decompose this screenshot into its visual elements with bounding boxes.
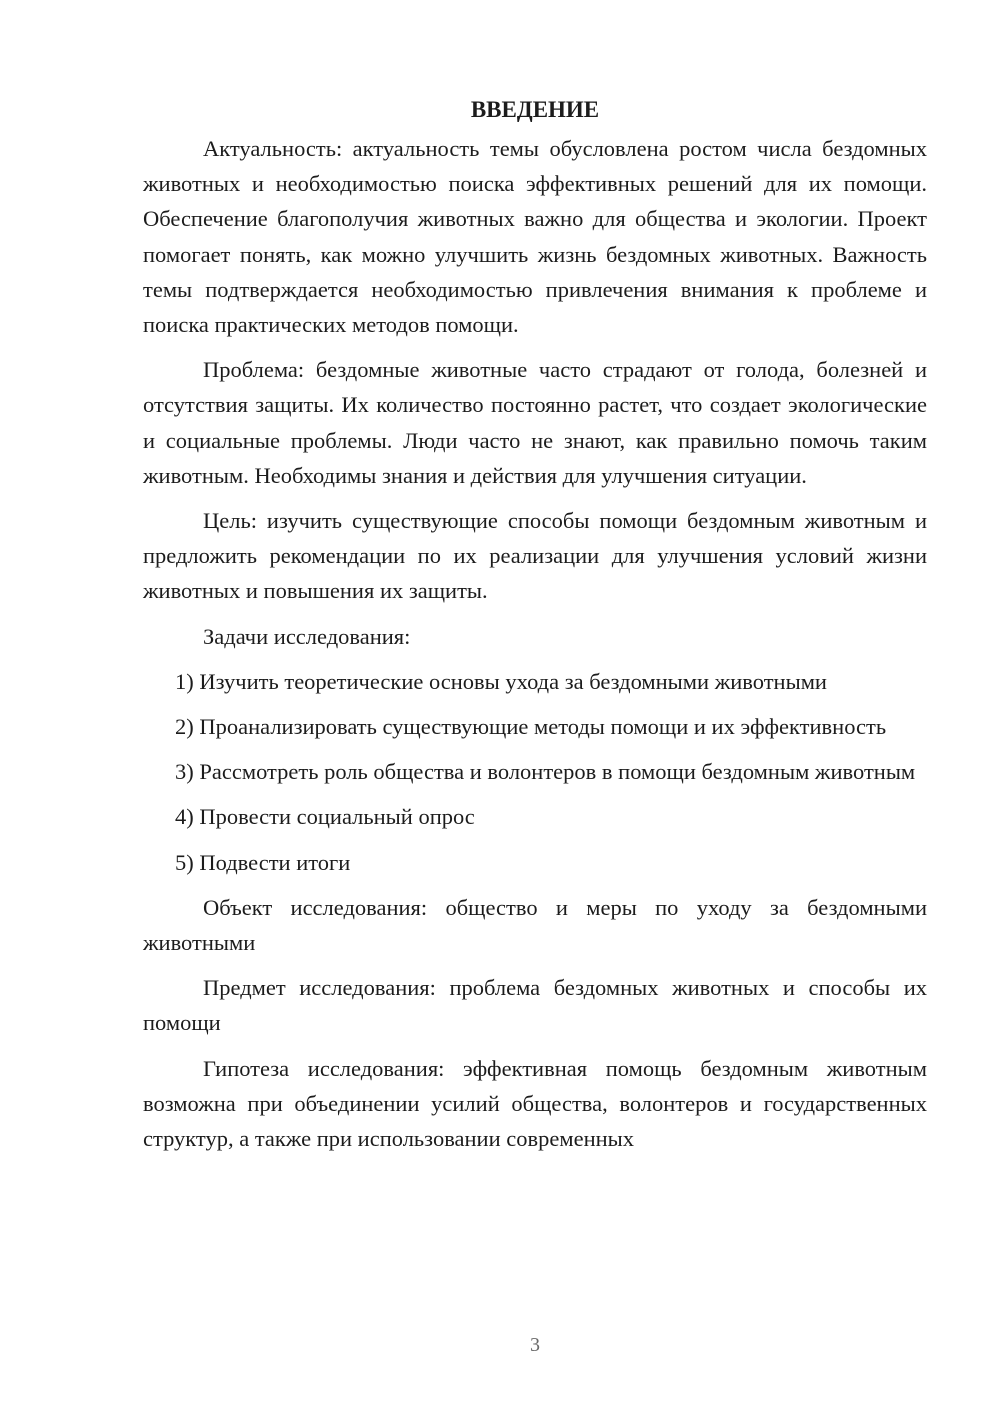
relevance-paragraph: Актуальность: актуальность темы обусловлена ростом числа бездомных животных и необходимостью поиска эффективных решений для их помощи. Обеспечение благополучия животных важно для общества и экологии. Проект помогает понять, как можно улучшить жизнь бездомных животных. Важность темы подтверждается необходимостью привлечения внимания к проблеме и поиска практических методов помощи. [143, 136, 927, 338]
problem-paragraph: Проблема: бездомные животные часто страдают от голода, болезней и отсутствия защиты. Их количество постоянно растет, что создает экологические и социальные проблемы. Люди часто не знают, как правильно помочь таким животным. Необходимы знания и действия для улучшения ситуации. [143, 357, 927, 488]
tasks-heading: Задачи исследования: [203, 623, 411, 649]
page-number: 3 [530, 1334, 540, 1356]
hypothesis-paragraph: Гипотеза исследования: эффективная помощь бездомным животным возможна при объединении усилий общества, волонтеров и государственных структур, а также при использовании современных [143, 1055, 927, 1152]
object-paragraph: Объект исследования: общество и меры по уходу за бездомными животными [143, 894, 927, 956]
task-item-4: 4) Провести социальный опрос [175, 804, 475, 830]
page-title: ВВЕДЕНИЕ [470, 97, 600, 122]
page-content [143, 92, 927, 1166]
task-item-1: 1) Изучить теоретические основы ухода за бездомными животными [175, 668, 827, 694]
task-item-3: 3) Рассмотреть роль общества и волонтеров в помощи бездомным животным [175, 759, 916, 785]
task-item-2: 2) Проанализировать существующие методы помощи и их эффективность [175, 714, 887, 740]
goal-paragraph: Цель: изучить существующие способы помощи бездомным животным и предложить рекомендации по их реализации для улучшения условий жизни животных и повышения их защиты. [143, 508, 927, 604]
subject-paragraph: Предмет исследования: проблема бездомных животных и способы их помощи [143, 975, 927, 1036]
task-item-5: 5) Подвести итоги [175, 849, 351, 875]
